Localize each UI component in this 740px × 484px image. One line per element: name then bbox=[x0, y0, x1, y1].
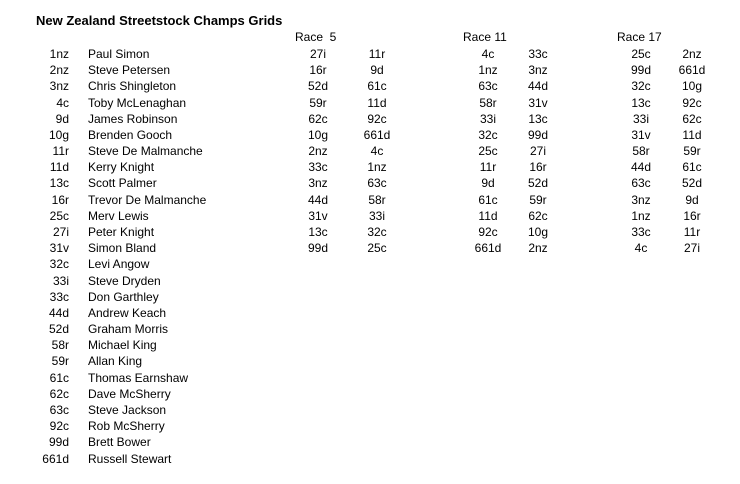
race-5-grid-slot: 31v bbox=[308, 208, 328, 223]
driver-name: Kerry Knight bbox=[88, 160, 155, 175]
driver-number: 52d bbox=[48, 322, 69, 337]
race-17-grid-slot: 92c bbox=[682, 95, 702, 110]
race-11-grid-slot: 25c bbox=[478, 144, 498, 159]
race-5-grid-slot: 99d bbox=[307, 241, 329, 256]
race-11-grid-slot: 16r bbox=[529, 160, 547, 175]
driver-number: 1nz bbox=[49, 47, 69, 61]
race-11-grid-slot: 2nz bbox=[528, 241, 548, 256]
driver-name: Chris Shingleton bbox=[88, 79, 177, 94]
page-title: New Zealand Streetstock Champs Grids bbox=[36, 13, 283, 28]
race-5-grid-slot: 1nz bbox=[367, 160, 387, 175]
race-5-grid-slot: 4c bbox=[370, 144, 384, 159]
driver-name: Brenden Gooch bbox=[88, 127, 173, 142]
driver-name: Trevor De Malmanche bbox=[88, 192, 207, 207]
race-11-grid-slot: 52d bbox=[527, 176, 549, 191]
race-11-grid-slot: 58r bbox=[479, 95, 497, 110]
driver-name: Steve Petersen bbox=[88, 63, 171, 78]
driver-number: 4c bbox=[56, 95, 69, 110]
driver-number: 10g bbox=[48, 127, 69, 142]
race-11-grid-slot: 4c bbox=[481, 47, 495, 61]
driver-name: Steve Jackson bbox=[88, 402, 167, 417]
race-5-grid-slot: 13c bbox=[308, 224, 328, 239]
race-17-grid-slot: 13c bbox=[631, 95, 651, 110]
driver-name: Graham Morris bbox=[88, 322, 169, 337]
driver-number: 61c bbox=[49, 370, 69, 385]
race-5-grid-slot: 11r bbox=[368, 47, 386, 61]
driver-number: 9d bbox=[55, 111, 69, 126]
race-17-grid-slot: 44d bbox=[630, 160, 652, 175]
race-17-grid-slot: 4c bbox=[634, 241, 648, 256]
driver-name: Peter Knight bbox=[88, 224, 155, 239]
race-17-grid-slot: 1nz bbox=[631, 208, 651, 223]
race-11-grid-slot: 10g bbox=[527, 224, 549, 239]
driver-name: Michael King bbox=[88, 338, 157, 353]
race-11-grid-slot: 11r bbox=[479, 160, 497, 175]
race-5-grid-slot: 58r bbox=[368, 192, 386, 207]
race-11-grid-slot: 11d bbox=[478, 208, 498, 223]
race-17-grid-slot: 11r bbox=[683, 224, 701, 239]
race-5-grid-slot: 33c bbox=[308, 160, 328, 175]
race-17-grid-slot: 10g bbox=[681, 79, 703, 94]
race-11-grid-slot: 3nz bbox=[528, 63, 548, 78]
driver-number: 33i bbox=[52, 273, 69, 288]
driver-name: Merv Lewis bbox=[88, 208, 149, 223]
driver-name: Paul Simon bbox=[88, 47, 150, 61]
driver-name: Brett Bower bbox=[88, 435, 151, 450]
race-17-grid-slot: 33i bbox=[632, 111, 649, 126]
race-5-grid-slot: 62c bbox=[308, 111, 328, 126]
driver-name: Allan King bbox=[88, 354, 143, 369]
race-17-grid-slot: 52d bbox=[681, 176, 703, 191]
race-11-grid-slot: 33i bbox=[479, 111, 496, 126]
driver-number: 58r bbox=[51, 338, 69, 353]
race-17-grid-slot: 9d bbox=[685, 192, 699, 207]
driver-name: Steve Dryden bbox=[88, 273, 161, 288]
driver-name: Don Garthley bbox=[88, 289, 159, 304]
race-5-grid-slot: 59r bbox=[309, 95, 327, 110]
race-11-header: Race 11 bbox=[463, 30, 507, 44]
driver-number: 3nz bbox=[49, 79, 69, 94]
race-5-grid-slot: 92c bbox=[367, 111, 387, 126]
race-11-grid-slot: 63c bbox=[478, 79, 498, 94]
race-17-grid-slot: 11d bbox=[682, 127, 702, 142]
driver-number: 25c bbox=[49, 208, 69, 223]
race-5-grid-slot: 10g bbox=[307, 127, 329, 142]
race-5-grid-slot: 2nz bbox=[308, 144, 328, 159]
race-11-grid-slot: 33c bbox=[528, 47, 548, 61]
driver-number: 99d bbox=[48, 435, 69, 450]
driver-number: 33c bbox=[49, 289, 69, 304]
driver-name: Levi Angow bbox=[88, 257, 150, 272]
race-5-grid-slot: 16r bbox=[309, 63, 327, 78]
race-17-grid-slot: 32c bbox=[631, 79, 651, 94]
race-17-grid-slot: 99d bbox=[630, 63, 652, 78]
race-11-grid-slot: 31v bbox=[528, 95, 548, 110]
race-17-grid-slot: 63c bbox=[631, 176, 651, 191]
race-11-grid-slot: 59r bbox=[529, 192, 547, 207]
driver-name: Rob McSherry bbox=[88, 419, 165, 434]
race-11-grid-slot: 13c bbox=[528, 111, 548, 126]
driver-number: 13c bbox=[49, 176, 69, 191]
driver-number: 11r bbox=[52, 144, 69, 159]
driver-name: James Robinson bbox=[88, 111, 178, 126]
driver-number: 2nz bbox=[49, 63, 69, 78]
race-17-grid-slot: 31v bbox=[631, 127, 651, 142]
driver-number: 27i bbox=[52, 224, 69, 239]
driver-number: 59r bbox=[51, 354, 69, 369]
driver-name: Andrew Keach bbox=[88, 305, 167, 320]
race-11-grid-slot: 27i bbox=[529, 144, 546, 159]
race-17-grid-slot: 2nz bbox=[682, 47, 702, 61]
race-11-grid-slot: 99d bbox=[527, 127, 549, 142]
race-11-grid-slot: 92c bbox=[478, 224, 498, 239]
race-5-grid-slot: 661d bbox=[363, 127, 391, 142]
driver-name: Simon Bland bbox=[88, 241, 157, 256]
race-17-grid-slot: 27i bbox=[683, 241, 700, 256]
race-5-header: Race 5 bbox=[295, 30, 337, 44]
driver-number: 92c bbox=[49, 419, 69, 434]
race-5-grid-slot: 11d bbox=[367, 95, 387, 110]
race-5-grid-slot: 61c bbox=[367, 79, 387, 94]
race-17-grid-slot: 58r bbox=[632, 144, 650, 159]
driver-number: 32c bbox=[49, 257, 69, 272]
driver-name: Thomas Earnshaw bbox=[88, 370, 189, 385]
race-17-grid-slot: 16r bbox=[683, 208, 701, 223]
race-5-grid-slot: 9d bbox=[370, 63, 384, 78]
driver-name: Steve De Malmanche bbox=[88, 144, 203, 159]
race-5-grid-slot: 27i bbox=[309, 47, 326, 61]
driver-number: 63c bbox=[49, 402, 69, 417]
race-17-grid-slot: 25c bbox=[631, 47, 651, 61]
race-17-grid-slot: 62c bbox=[682, 111, 702, 126]
race-5-grid-slot: 52d bbox=[307, 79, 329, 94]
race-11-grid-slot: 1nz bbox=[478, 63, 498, 78]
driver-number: 661d bbox=[42, 451, 69, 466]
driver-number: 44d bbox=[48, 305, 69, 320]
race-11-grid-slot: 61c bbox=[478, 192, 498, 207]
race-11-grid-slot: 661d bbox=[474, 241, 502, 256]
race-5-grid-slot: 63c bbox=[367, 176, 387, 191]
race-5-grid-slot: 25c bbox=[367, 241, 387, 256]
driver-name: Russell Stewart bbox=[88, 451, 172, 466]
driver-number: 62c bbox=[49, 386, 69, 401]
driver-name: Dave McSherry bbox=[88, 386, 171, 401]
race-11-grid-slot: 44d bbox=[527, 79, 549, 94]
race-17-grid-slot: 661d bbox=[678, 63, 706, 78]
race-11-grid-slot: 32c bbox=[478, 127, 498, 142]
race-11-grid-slot: 9d bbox=[481, 176, 495, 191]
driver-name: Scott Palmer bbox=[88, 176, 157, 191]
race-11-grid-slot: 62c bbox=[528, 208, 548, 223]
race-5-grid-slot: 44d bbox=[307, 192, 329, 207]
race-17-grid-slot: 33c bbox=[631, 224, 651, 239]
race-17-grid-slot: 61c bbox=[682, 160, 702, 175]
race-17-grid-slot: 3nz bbox=[631, 192, 651, 207]
race-5-grid-slot: 32c bbox=[367, 224, 387, 239]
race-17-grid-slot: 59r bbox=[683, 144, 701, 159]
driver-number: 31v bbox=[49, 241, 69, 256]
race-17-header: Race 17 bbox=[617, 30, 662, 44]
driver-name: Toby McLenaghan bbox=[88, 95, 187, 110]
driver-number: 11d bbox=[49, 160, 69, 175]
driver-number: 16r bbox=[51, 192, 69, 207]
race-5-grid-slot: 33i bbox=[368, 208, 385, 223]
race-5-grid-slot: 3nz bbox=[308, 176, 328, 191]
